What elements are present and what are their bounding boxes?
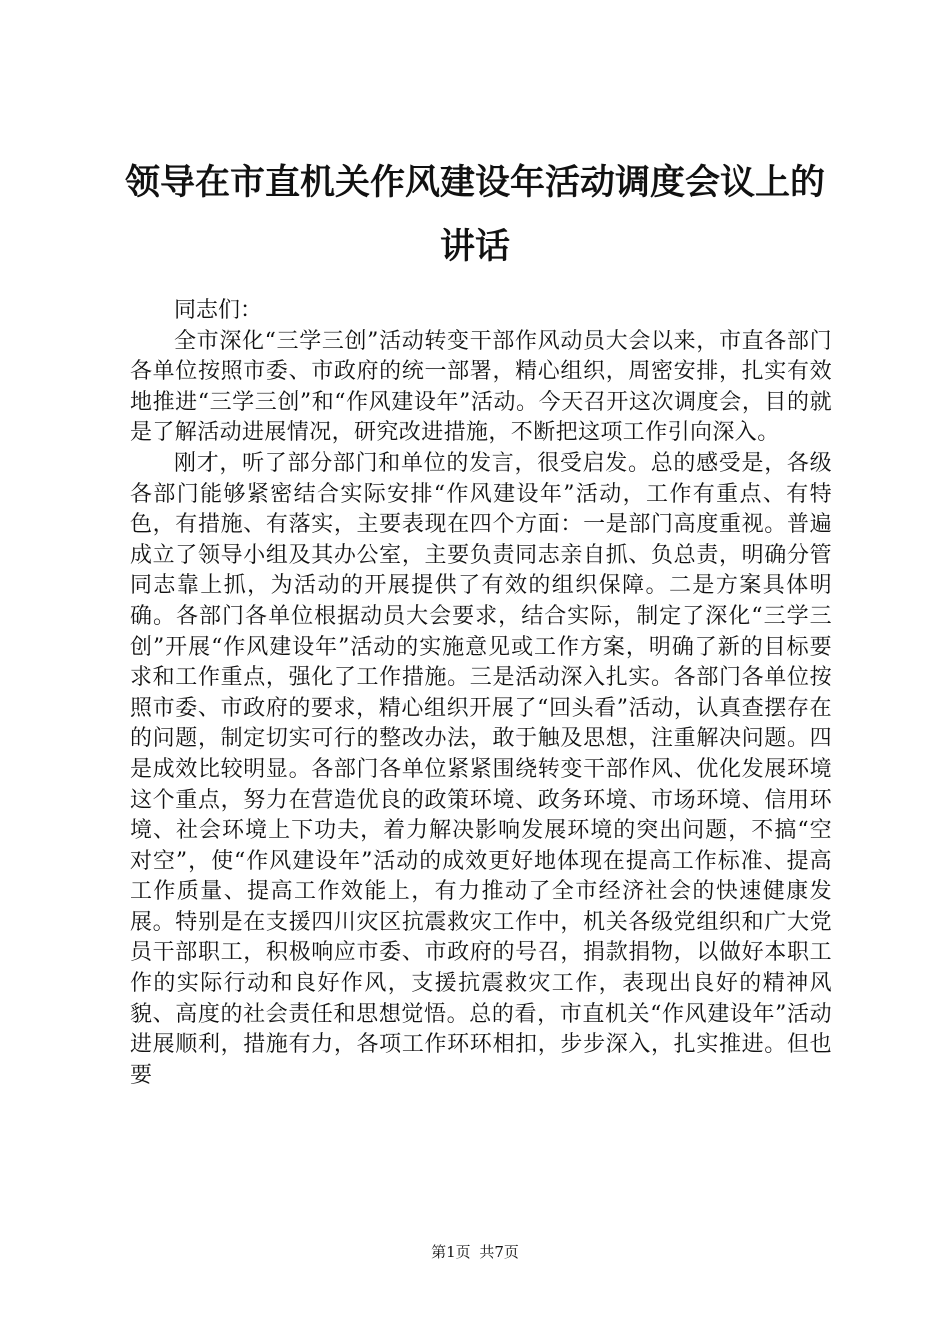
- page-footer: [0, 1242, 950, 1262]
- paragraph-2: 刚才，听了部分部门和单位的发言，很受启发。总的感受是，各级各部门能够紧密结合实际安排“作风建设年”活动，工作有重点、有特色，有措施、有落实，主要表现在四个方面：一是部门高度重视。普遍成立了领导小组及其办公室，主要负责同志亲自抓、负总责，明确分管同志靠上抓，为活动的开展提供了有效的组织保障。二是方案具体明确。各部门各单位根据动员大会要求，结合实际，制定了深化“三学三创”开展“作风建设年”活动的实施意见或工作方案，明确了新的目标要求和工作重点，强化了工作措施。三是活动深入扎实。各部门各单位按照市委、市政府的要求，精心组织开展了“回头看”活动，认真查摆存在的问题，制定切实可行的整改办法，敢于触及思想，注重解决问题。四是成效比较明显。各部门各单位紧紧围绕转变干部作风、优化发展环境这个重点，努力在营造优良的政策环境、政务环境、市场环境、信用环境、社会环境上下功夫，着力解决影响发展环境的突出问题，不搞“空对空”，使“作风建设年”活动的成效更好地体现在提高工作标准、提高工作质量、提高工作效能上，有力推动了全市经济社会的快速健康发展。特别是在支援四川灾区抗震救灾工作中，机关各级党组织和广大党员干部职工，积极响应市委、市政府的号召，捐款捐物，以做好本职工作的实际行动和良好作风，支援抗震救灾工作，表现出良好的精神风貌、高度的社会责任和思想觉悟。总的看，市直机关“作风建设年”活动进展顺利，措施有力，各项工作环环相扣，步步深入，扎实推进。但也要: [130, 450, 832, 1088]
- page-number: 第1页: [431, 1243, 471, 1261]
- document-body: [130, 296, 832, 1091]
- page-total: 共7页: [479, 1243, 519, 1261]
- paragraph-1: 全市深化“三学三创”活动转变干部作风动员大会以来，市直各部门各单位按照市委、市政府的统一部署，精心组织，周密安排，扎实有效地推进“三学三创”和“作风建设年”活动。今天召开这次调度会，目的就是了解活动进展情况，研究改进措施，不断把这项工作引向深入。: [130, 328, 832, 446]
- salutation: 同志们：: [174, 298, 263, 323]
- document-title-line-1: 领导在市直机关作风建设年活动调度会议上的: [124, 163, 825, 203]
- document-title-line-2: 讲话: [439, 227, 510, 267]
